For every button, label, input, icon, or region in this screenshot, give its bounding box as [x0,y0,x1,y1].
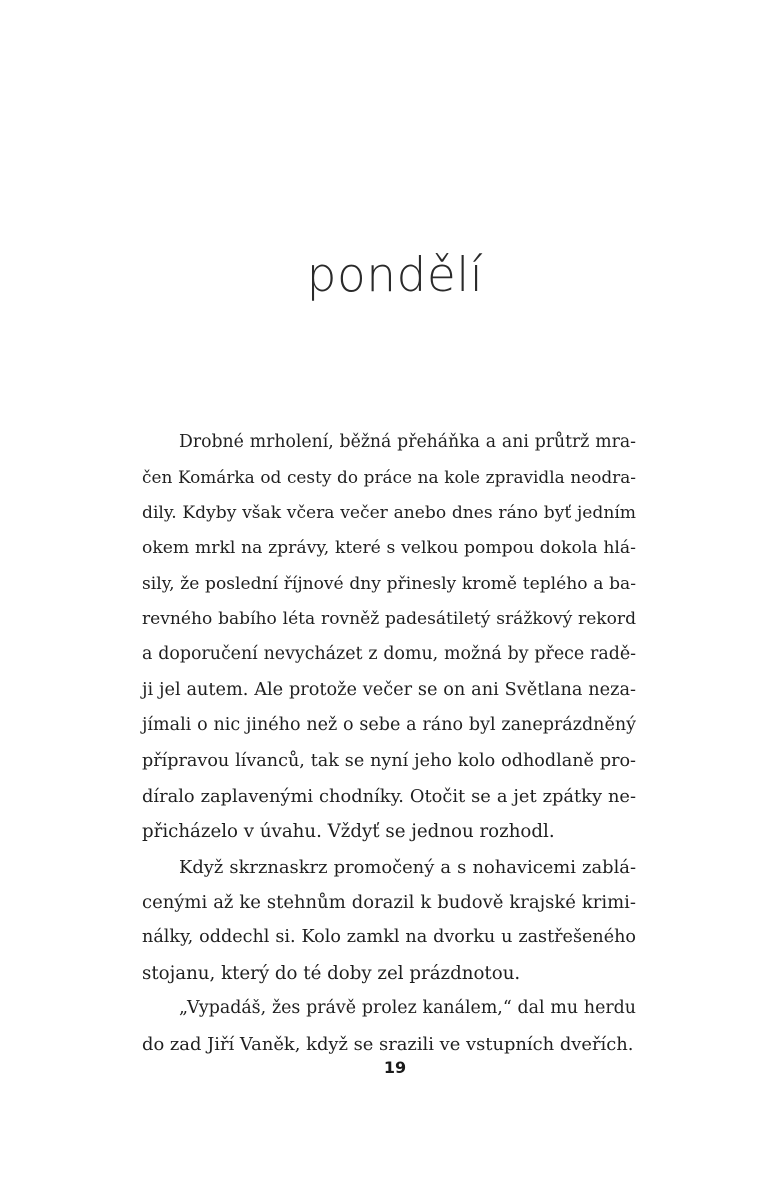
paragraph-1-line-2: čen Komárka od cesty do práce na kole zpravidla neodra- [142,467,636,488]
paragraph-1-line-5: sily, že poslední říjnové dny přinesly kromě teplého a ba- [142,573,636,594]
paragraph-1-line-7: a doporučení nevycházet z domu, možná by přece radě- [142,644,636,665]
paragraph-1-line-6: revného babího léta rovněž padesátiletý srážkový rekord [142,608,636,629]
page-number: 19 [383,1058,407,1077]
paragraph-2-line-4: stojanu, který do té doby zel prázdnotou. [142,962,521,984]
paragraph-2-line-2: cenými až ke stehnům dorazil k budově krajské krimi- [142,892,636,914]
chapter-title: pondělí [306,248,484,303]
paragraph-1-line-8: ji jel autem. Ale protože večer se on ani Světlana neza- [142,679,636,700]
paragraph-3-line-2: do zad Jiří Vaněk, když se srazili ve vstupních dveřích. [142,1033,634,1055]
paragraph-2-line-1: Když skrznaskrz promočený a s nohavicemi zablá- [179,856,636,878]
paragraph-2-line-3: nálky, oddechl si. Kolo zamkl na dvorku u zastřešeného [142,927,636,948]
paragraph-1-line-4: okem mrkl na zprávy, které s velkou pompou dokola hlá- [142,538,636,559]
paragraph-1-line-3: dily. Kdyby však včera večer anebo dnes ráno byť jedním [142,502,636,523]
paragraph-1-line-9: jímali o nic jiného než o sebe a ráno byl zaneprázdněný [142,715,636,736]
body-text [142,425,636,1062]
paragraph-3-line-1: „Vypadáš, žes právě prolez kanálem,“ dal mu herdu [179,998,636,1019]
paragraph-1-line-12: přicházelo v úvahu. Vždyť se jednou rozhodl. [142,821,555,843]
paragraph-1-line-10: přípravou lívanců, tak se nyní jeho kolo odhodlaně pro- [142,750,636,771]
paragraph-1-line-1: Drobné mrholení, běžná přeháňka a ani průtrž mra- [179,432,636,452]
paragraph-1-line-11: díralo zaplavenými chodníky. Otočit se a jet zpátky ne- [142,785,636,807]
